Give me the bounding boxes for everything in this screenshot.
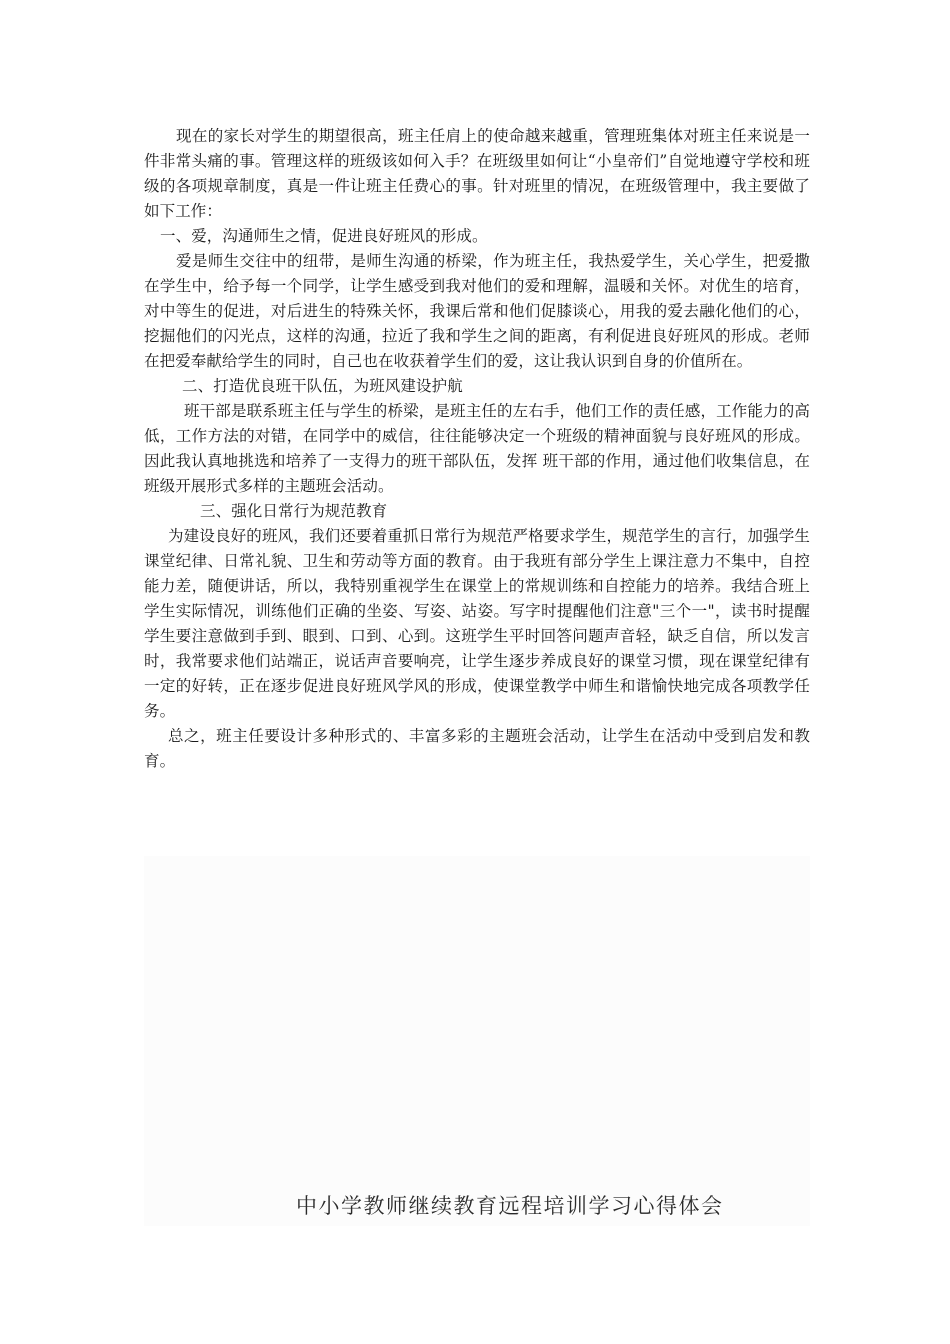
- conclusion-paragraph: 总之，班主任要设计多种形式的、丰富多彩的主题班会活动，让学生在活动中受到启发和教育。: [144, 727, 810, 770]
- section-heading-3: 三、强化日常行为规范教育: [200, 502, 388, 520]
- footer-title: 中小学教师继续教育远程培训学习心得体会: [296, 1194, 724, 1218]
- section-heading-2: 二、打造优良班干队伍，为班风建设护航: [182, 377, 463, 395]
- blank-panel: [144, 856, 810, 1226]
- section-3-paragraph: 为建设良好的班风，我们还要着重抓日常行为规范严格要求学生，规范学生的言行，加强学生课堂纪律、日常礼貌、卫生和劳动等方面的教育。由于我班有部分学生上课注意力不集中，自控能力差，随便讲话，所以，我特别重视学生在课堂上的常规训练和自控能力的培养。我结合班上学生实际情况，训练他们正确的坐姿、写姿、站姿。写字时提醒他们注意"三个一"，读书时提醒学生要注意做到手到、眼到、口到、心到。这班学生平时回答问题声音轻，缺乏自信，所以发言时，我常要求他们站端正，说话声音要响亮，让学生逐步养成良好的课堂习惯，现在课堂纪律有一定的好转，正在逐步促进良好班风学风的形成，使课堂教学中师生和谐愉快地完成各项教学任务。: [144, 527, 810, 720]
- section-heading-1: 一、爱，沟通师生之情，促进良好班风的形成。: [160, 227, 488, 245]
- intro-paragraph: 现在的家长对学生的期望很高，班主任肩上的使命越来越重，管理班集体对班主任来说是一件非常头痛的事。管理这样的班级该如何入手？在班级里如何让“小皇帝们”自觉地遵守学校和班级的各项规章制度，真是一件让班主任费心的事。针对班里的情况，在班级管理中，我主要做了如下工作：: [144, 127, 810, 220]
- document-body: [144, 124, 810, 774]
- section-2-paragraph: 班干部是联系班主任与学生的桥梁，是班主任的左右手，他们工作的责任感，工作能力的高低，工作方法的对错，在同学中的威信，往往能够决定一个班级的精神面貌与良好班风的形成。因此我认真地挑选和培养了一支得力的班干部队伍，发挥 班干部的作用，通过他们收集信息，在班级开展形式多样的主题班会活动。: [144, 402, 810, 495]
- section-1-paragraph: 爱是师生交往中的纽带，是师生沟通的桥梁，作为班主任，我热爱学生，关心学生，把爱撒在学生中，给予每一个同学，让学生感受到我对他们的爱和理解，温暖和关怀。对优生的培育，对中等生的促进，对后进生的特殊关怀，我课后常和他们促膝谈心，用我的爱去融化他们的心，挖掘他们的闪光点，这样的沟通，拉近了我和学生之间的距离，有利促进良好班风的形成。老师在把爱奉献给学生的同时，自己也在收获着学生们的爱，这让我认识到自身的价值所在。: [144, 252, 810, 370]
